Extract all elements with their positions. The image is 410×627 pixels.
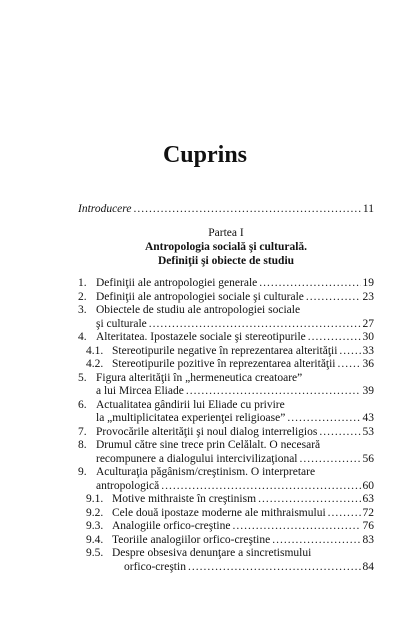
entry-number: 4. [78,331,87,343]
entry-number: 1. [78,277,87,289]
entry-page: 72 [362,506,374,519]
dot-leader [319,426,360,440]
toc-entry-continuation[interactable] [78,480,374,494]
entry-number: 6. [78,398,87,411]
entry-page: 27 [362,317,374,330]
entry-number: 5. [78,371,87,384]
toc-subentry[interactable] [78,493,374,507]
entry-number: 9.4. [86,533,104,546]
entry-title: antropologică [96,479,160,492]
dot-leader [306,291,361,305]
entry-page: 19 [362,277,374,289]
entry-title: Actualitatea gândirii lui Eliade cu privire [96,398,285,411]
dot-leader [133,203,360,216]
entry-page: 30 [362,331,374,343]
dot-leader [339,345,360,359]
entry-title: Teoriile analogiilor orfico-creştine [112,533,271,546]
entry-page: 23 [362,290,374,303]
toc-entry-continuation[interactable] [78,385,374,399]
dot-leader [259,277,360,291]
toc-entry[interactable] [78,439,374,453]
entry-title: Drumul către sine trece prin Celălalt. O necesară [96,439,321,451]
toc-subentry[interactable] [78,520,374,534]
toc-subentry[interactable] [78,345,374,359]
entry-title: Cele două ipostaze moderne ale mithraismului [112,506,326,519]
introduction-page: 11 [362,203,374,215]
entry-number: 8. [78,439,87,451]
entry-page: 56 [362,452,374,465]
entry-title: Despre obsesiva denunţare a sincretismului [112,547,312,559]
entry-page: 33 [362,344,374,357]
entry-number: 9.1. [86,493,104,505]
toc-subentry[interactable] [78,547,374,561]
entry-title: Provocările alterităţii şi noul dialog interreligios [96,425,318,438]
entry-title: Definiţii ale antropologiei sociale şi culturale [96,290,304,303]
dot-leader [188,561,361,575]
dot-leader [149,318,361,332]
entry-number: 7. [78,425,87,438]
entry-title: Motive mithraiste în creştinism [112,493,257,505]
entry-title: a lui Mircea Eliade [96,385,184,397]
dot-leader [300,453,361,467]
entry-page: 83 [362,533,374,546]
entry-page: 60 [362,479,374,492]
toc-entry[interactable] [78,304,374,318]
dot-leader [328,507,361,521]
entry-title: orfico-creştin [124,560,186,573]
entry-number: 4.2. [86,358,104,370]
dot-leader [338,358,361,372]
toc-entry[interactable] [78,466,374,480]
dot-leader [287,412,360,426]
entry-number: 4.1. [86,344,104,357]
toc-subentry-continuation[interactable] [78,561,374,575]
part-heading-line2: Definiţii şi obiecte de studiu [157,255,295,267]
entry-number: 2. [78,290,87,303]
entry-title: Figura alterităţii în „hermeneutica creatoare” [96,371,303,384]
entry-title: Stereotipurile negative în reprezentarea alterităţii [112,344,338,357]
toc-subentry[interactable] [78,358,374,372]
toc-entry[interactable] [78,277,374,291]
entry-page: 36 [362,358,374,370]
toc-subentry[interactable] [78,507,374,521]
toc-subentry[interactable] [78,534,374,548]
entry-number: 9. [78,466,87,478]
entry-title: la „multiplicitatea experienţei religioase” [96,412,286,424]
entry-page: 76 [362,520,374,532]
entry-title: Obiectele de studiu ale antropologiei sociale [96,304,301,316]
toc-entry[interactable] [78,372,374,386]
entry-title: Alteritatea. Ipostazele sociale şi stereotipurile [96,331,306,343]
entry-page: 43 [362,412,374,424]
entry-title: Definiţii ale antropologiei generale [96,277,258,289]
dot-leader [258,493,360,507]
toc-entry[interactable] [78,291,374,305]
entry-title: Analogiile orfico-creştine [112,520,231,532]
introduction-label: Introducere [78,203,132,215]
toc-entry[interactable] [78,426,374,440]
entry-page: 53 [362,425,374,438]
table-of-contents [78,277,374,574]
entry-number: 3. [78,304,87,316]
toc-introduction[interactable] [78,203,374,216]
dot-leader [232,520,360,534]
entry-number: 9.5. [86,547,104,559]
entry-number: 9.2. [86,506,104,519]
part-label: Partea I [208,227,244,239]
entry-title: Stereotipurile pozitive în reprezentarea alterităţii [112,358,336,370]
entry-title: şi culturale [96,317,147,330]
dot-leader [272,534,360,548]
toc-entry-continuation[interactable] [78,318,374,332]
entry-page: 84 [362,560,374,573]
entry-title: Aculturaţia păgânism/creştinism. O interpretare [96,466,316,478]
entry-page: 39 [362,385,374,397]
page-title: Cuprins [162,142,248,168]
toc-entry-continuation[interactable] [78,412,374,426]
toc-entry-continuation[interactable] [78,453,374,467]
part-heading-line1: Antropologia socială şi culturală. [144,241,308,253]
toc-entry[interactable] [78,399,374,413]
dot-leader [186,385,361,399]
dot-leader [161,480,360,494]
entry-number: 9.3. [86,520,104,532]
dot-leader [308,331,361,345]
entry-title: recompunere a dialogului intercivilizaţional [96,452,298,465]
toc-entry[interactable] [78,331,374,345]
entry-page: 63 [362,493,374,505]
